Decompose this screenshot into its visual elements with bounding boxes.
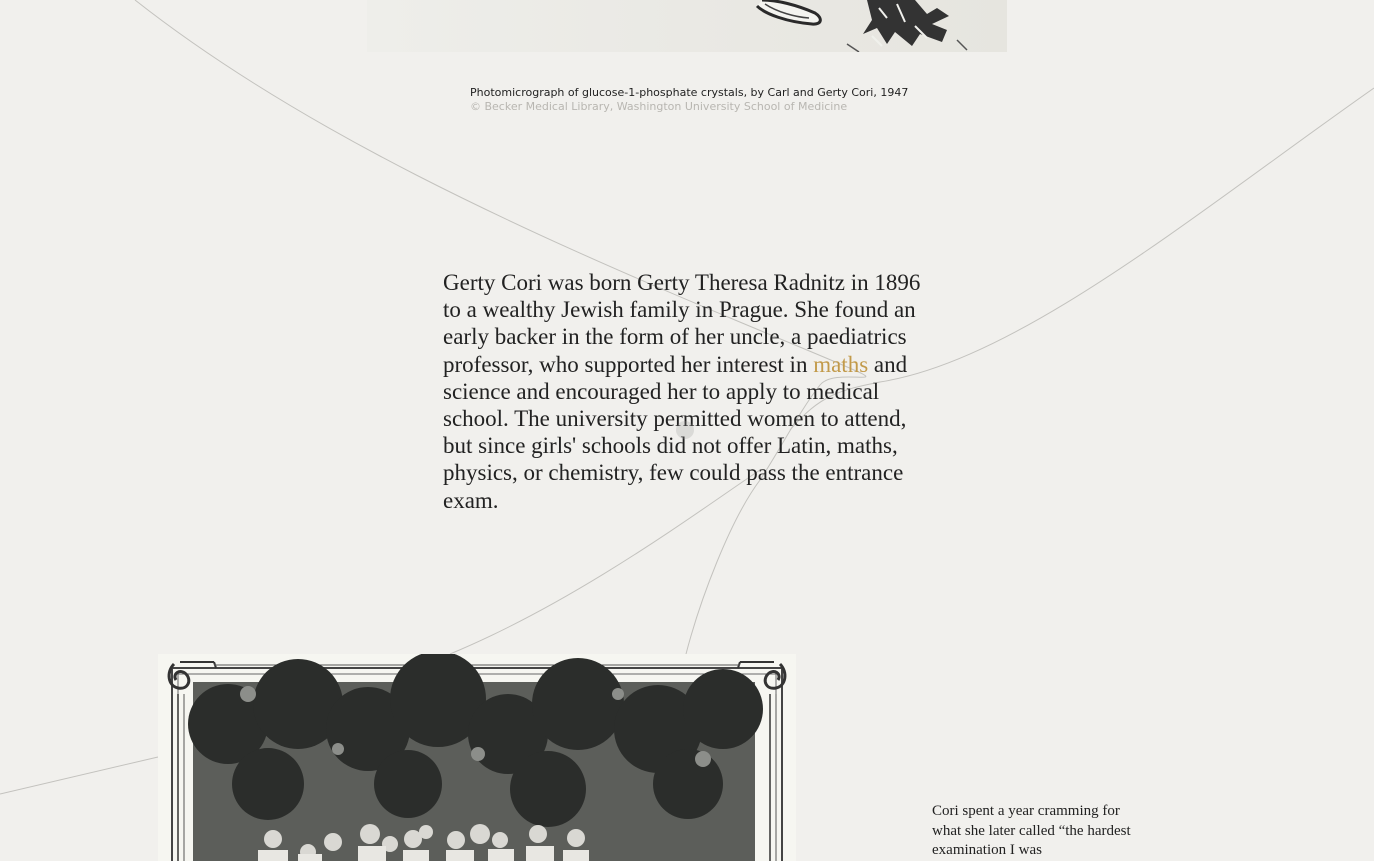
paragraph-text-before-link: Gerty Cori was born Gerty Theresa Radnitz in 1896 to a wealthy Jewish family in Prague. She found an early backer in the form of her uncle, a paediatrics professor, who supported her interest in [443, 270, 921, 377]
maths-link[interactable]: maths [813, 351, 869, 377]
crystal-photomicrograph [367, 0, 1007, 52]
exam-paragraph: Cori spent a year cramming for what she later called “the hardest examination I was [932, 803, 1131, 858]
paragraph-text-after-link: and science and encouraged her to apply to medical school. The university permitted women to attend, but since girls' schools did not offer Latin, maths, physics, or chemistry, few could pass the entrance exam. [443, 351, 908, 513]
biography-paragraph [443, 269, 933, 514]
group-photograph [158, 654, 796, 861]
figure-caption [470, 86, 908, 114]
caption-credit: © Becker Medical Library, Washington University School of Medicine [470, 100, 848, 113]
cursor-indicator [676, 421, 694, 439]
caption-title: Photomicrograph of glucose-1-phosphate crystals, by Carl and Gerty Cori, 1947 [470, 86, 909, 99]
thread-line-left [0, 757, 158, 794]
